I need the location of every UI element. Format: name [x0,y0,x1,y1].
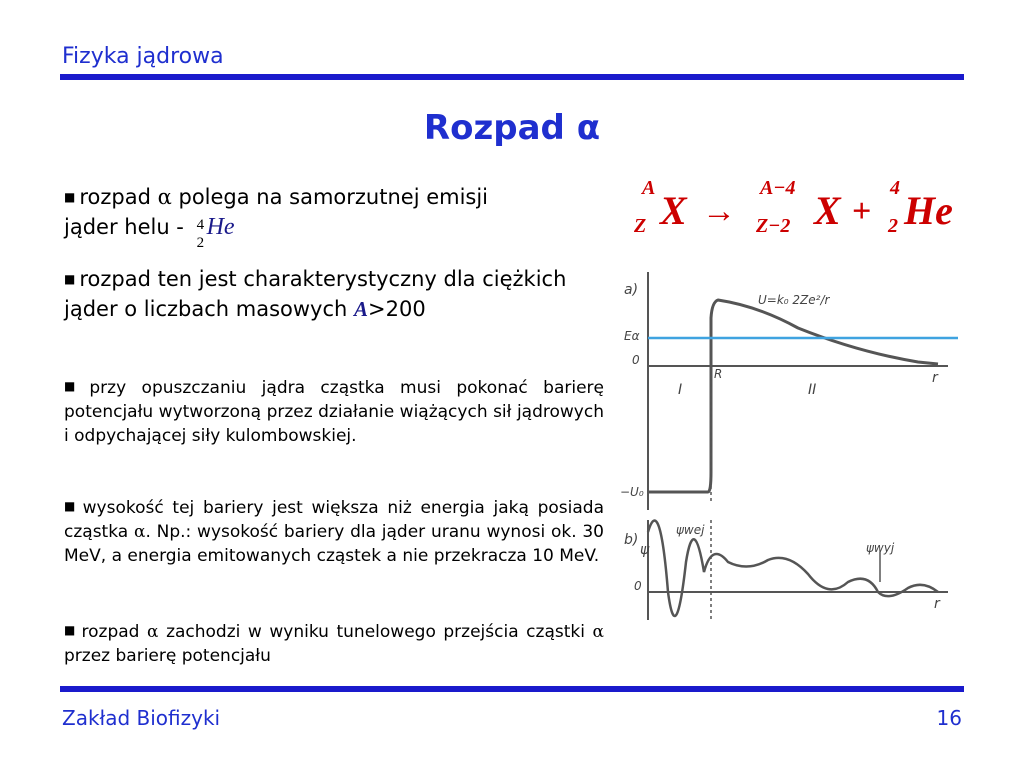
psi-in-label: ψwej [676,523,705,537]
alpha-symbol: α [133,522,146,542]
slide-title: Rozpad α [423,108,601,148]
eq-parent-symbol: X [660,188,687,233]
potential-formula: U=k₀ 2Ze²/r [758,293,830,307]
eq-arrow: → [702,193,736,230]
bullet-1-post: polega na samorzutnej emisji jąder helu - [64,185,489,239]
r-axis-b-label: r [934,596,940,612]
eq-alpha-mass: 4 [890,177,900,199]
eq-alpha-charge: 2 [888,215,898,237]
zero-b-label: 0 [634,579,642,593]
eq-parent-mass: A [642,177,656,199]
header-title: Fizyka jądrowa [62,44,224,69]
bullet-5-pre: rozpad [81,622,140,642]
bullet-4-post: . Np.: wysokość bariery dla jąder uranu wynosi ok. 30 MeV, a energia emitowanych cząstek a nie przekracza 10 MeV. [64,522,605,566]
footer-institution: Zakład Biofizyki [62,706,221,730]
zero-a-label: 0 [632,353,640,367]
bullet-3-text: przy opuszczaniu jądra cząstka musi pokonać barierę potencjału wytworzoną przez działanie wiążących sił jądrowych i odpychającej siły kulombowskiej. [64,378,604,446]
radius-label: R [714,367,723,381]
alpha-symbol: α [157,185,172,209]
alpha-symbol: α [147,622,159,642]
eq-daughter-symbol: X [814,188,841,233]
helium-symbol: He [206,214,235,240]
eq-plus: + [852,193,872,230]
helium-mass: 4 [196,217,205,233]
bullet-4-pre: wysokość tej bariery jest większa niż energia jaką posiada cząstka [64,498,604,542]
psi-label: ψ [640,542,650,558]
alpha-symbol: α [592,622,605,642]
bullet-marker: ■ [64,499,79,513]
bullet-marker: ■ [64,272,76,286]
potential-barrier-figure [618,262,974,632]
header-rule [60,74,964,80]
eq-daughter-charge: Z−2 [756,215,791,237]
bullet-marker: ■ [64,379,86,393]
bullet-marker: ■ [64,623,78,637]
bullet-2-text: rozpad ten jest charakterystyczny dla ciężkich jąder o liczbach masowych [64,267,567,321]
bullet-5 [64,618,604,668]
footer-rule [60,686,964,692]
bullet-1 [64,182,534,251]
r-axis-label: r [932,370,938,386]
mass-number-value: >200 [368,297,426,321]
eq-parent-charge: Z [634,215,647,237]
page-number: 16 [936,706,962,730]
bullet-5-post: przez barierę potencjału [64,646,271,666]
helium-charge: 2 [196,235,205,251]
region-1-label: I [678,382,683,398]
panel-a-label: a) [624,282,639,298]
bullet-2 [64,264,584,324]
mass-number-symbol: A [354,297,369,321]
eq-alpha-symbol: He [904,188,953,233]
alpha-energy-label: Eα [624,329,640,343]
depth-label: −U₀ [620,485,644,499]
bullet-1-pre: rozpad [79,185,151,209]
potential-curve [648,300,938,492]
eq-daughter-mass: A−4 [760,177,796,199]
helium-nuclide [191,212,245,251]
alpha-decay-equation [630,172,970,242]
psi-out-label: ψwyj [866,541,895,555]
region-2-label: II [808,382,817,398]
panel-b-label: b) [624,532,639,548]
bullet-4 [64,494,604,568]
bullet-3 [64,374,604,448]
bullet-marker: ■ [64,190,76,204]
bullet-5-mid: zachodzi w wyniku tunelowego przejścia cząstki [166,622,585,642]
